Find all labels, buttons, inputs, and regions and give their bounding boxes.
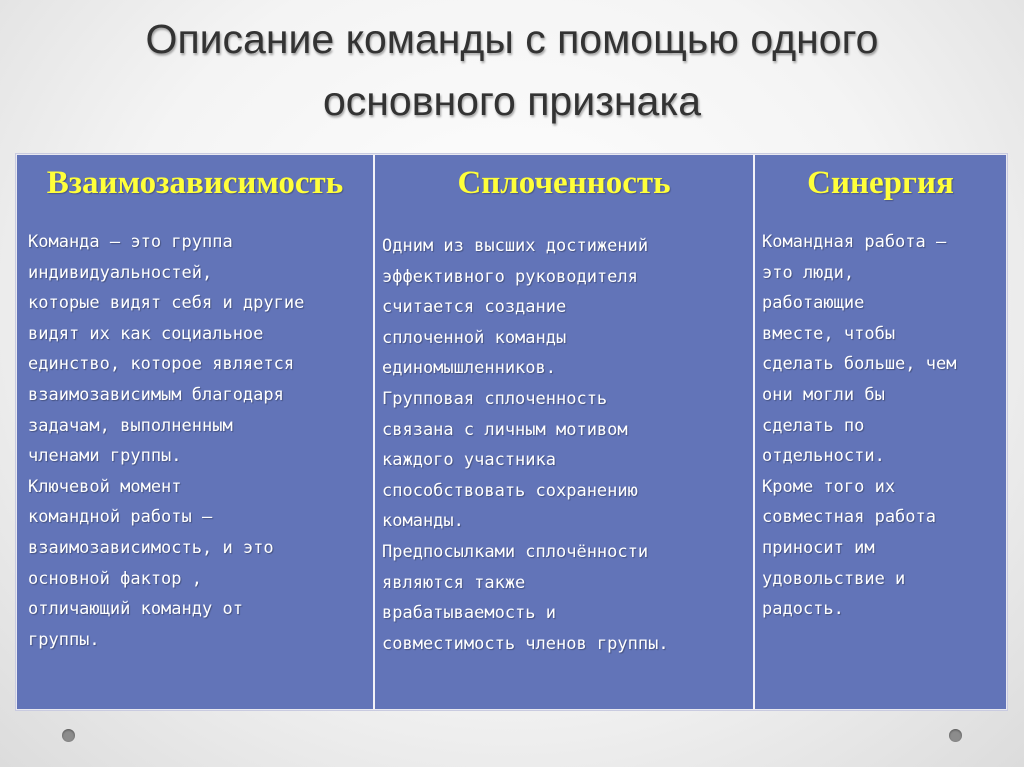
column-heading: Взаимозависимость (46, 165, 344, 201)
prev-slide-dot-icon[interactable] (62, 729, 75, 742)
column-text: Командная работа – это люди, работающие вместе, чтобы сделать больше, чем они могли бы сделать по отдельности. Кроме того их совместная работа приносит им удовольствие и радость. (762, 232, 957, 620)
column-heading: Синергия (807, 165, 954, 201)
slide-title: Описание команды с помощью одного основного признака (145, 16, 879, 124)
column-cohesion (375, 155, 755, 709)
column-text: Команда – это группа индивидуальностей, которые видят себя и другие видят их как социальное единство, которое является взаимозависимым благодаря задачам, выполненным членами группы. Ключевой момент командной работы – взаимозависимость, и это основной фактор , отличающий команду от группы. (28, 232, 305, 650)
comparison-table (16, 154, 1007, 710)
next-slide-dot-icon[interactable] (949, 729, 962, 742)
column-synergy (755, 155, 1006, 709)
column-interdependence (17, 155, 375, 709)
column-text: Одним из высших достижений эффективного руководителя считается создание сплоченной команды единомышленников. Групповая сплоченность связана с личным мотивом каждого участника способствовать сохранению команды. Предпосылками сплочённости являются также врабатываемость и совместимость членов группы. (382, 236, 669, 654)
column-heading: Сплоченность (457, 165, 671, 201)
